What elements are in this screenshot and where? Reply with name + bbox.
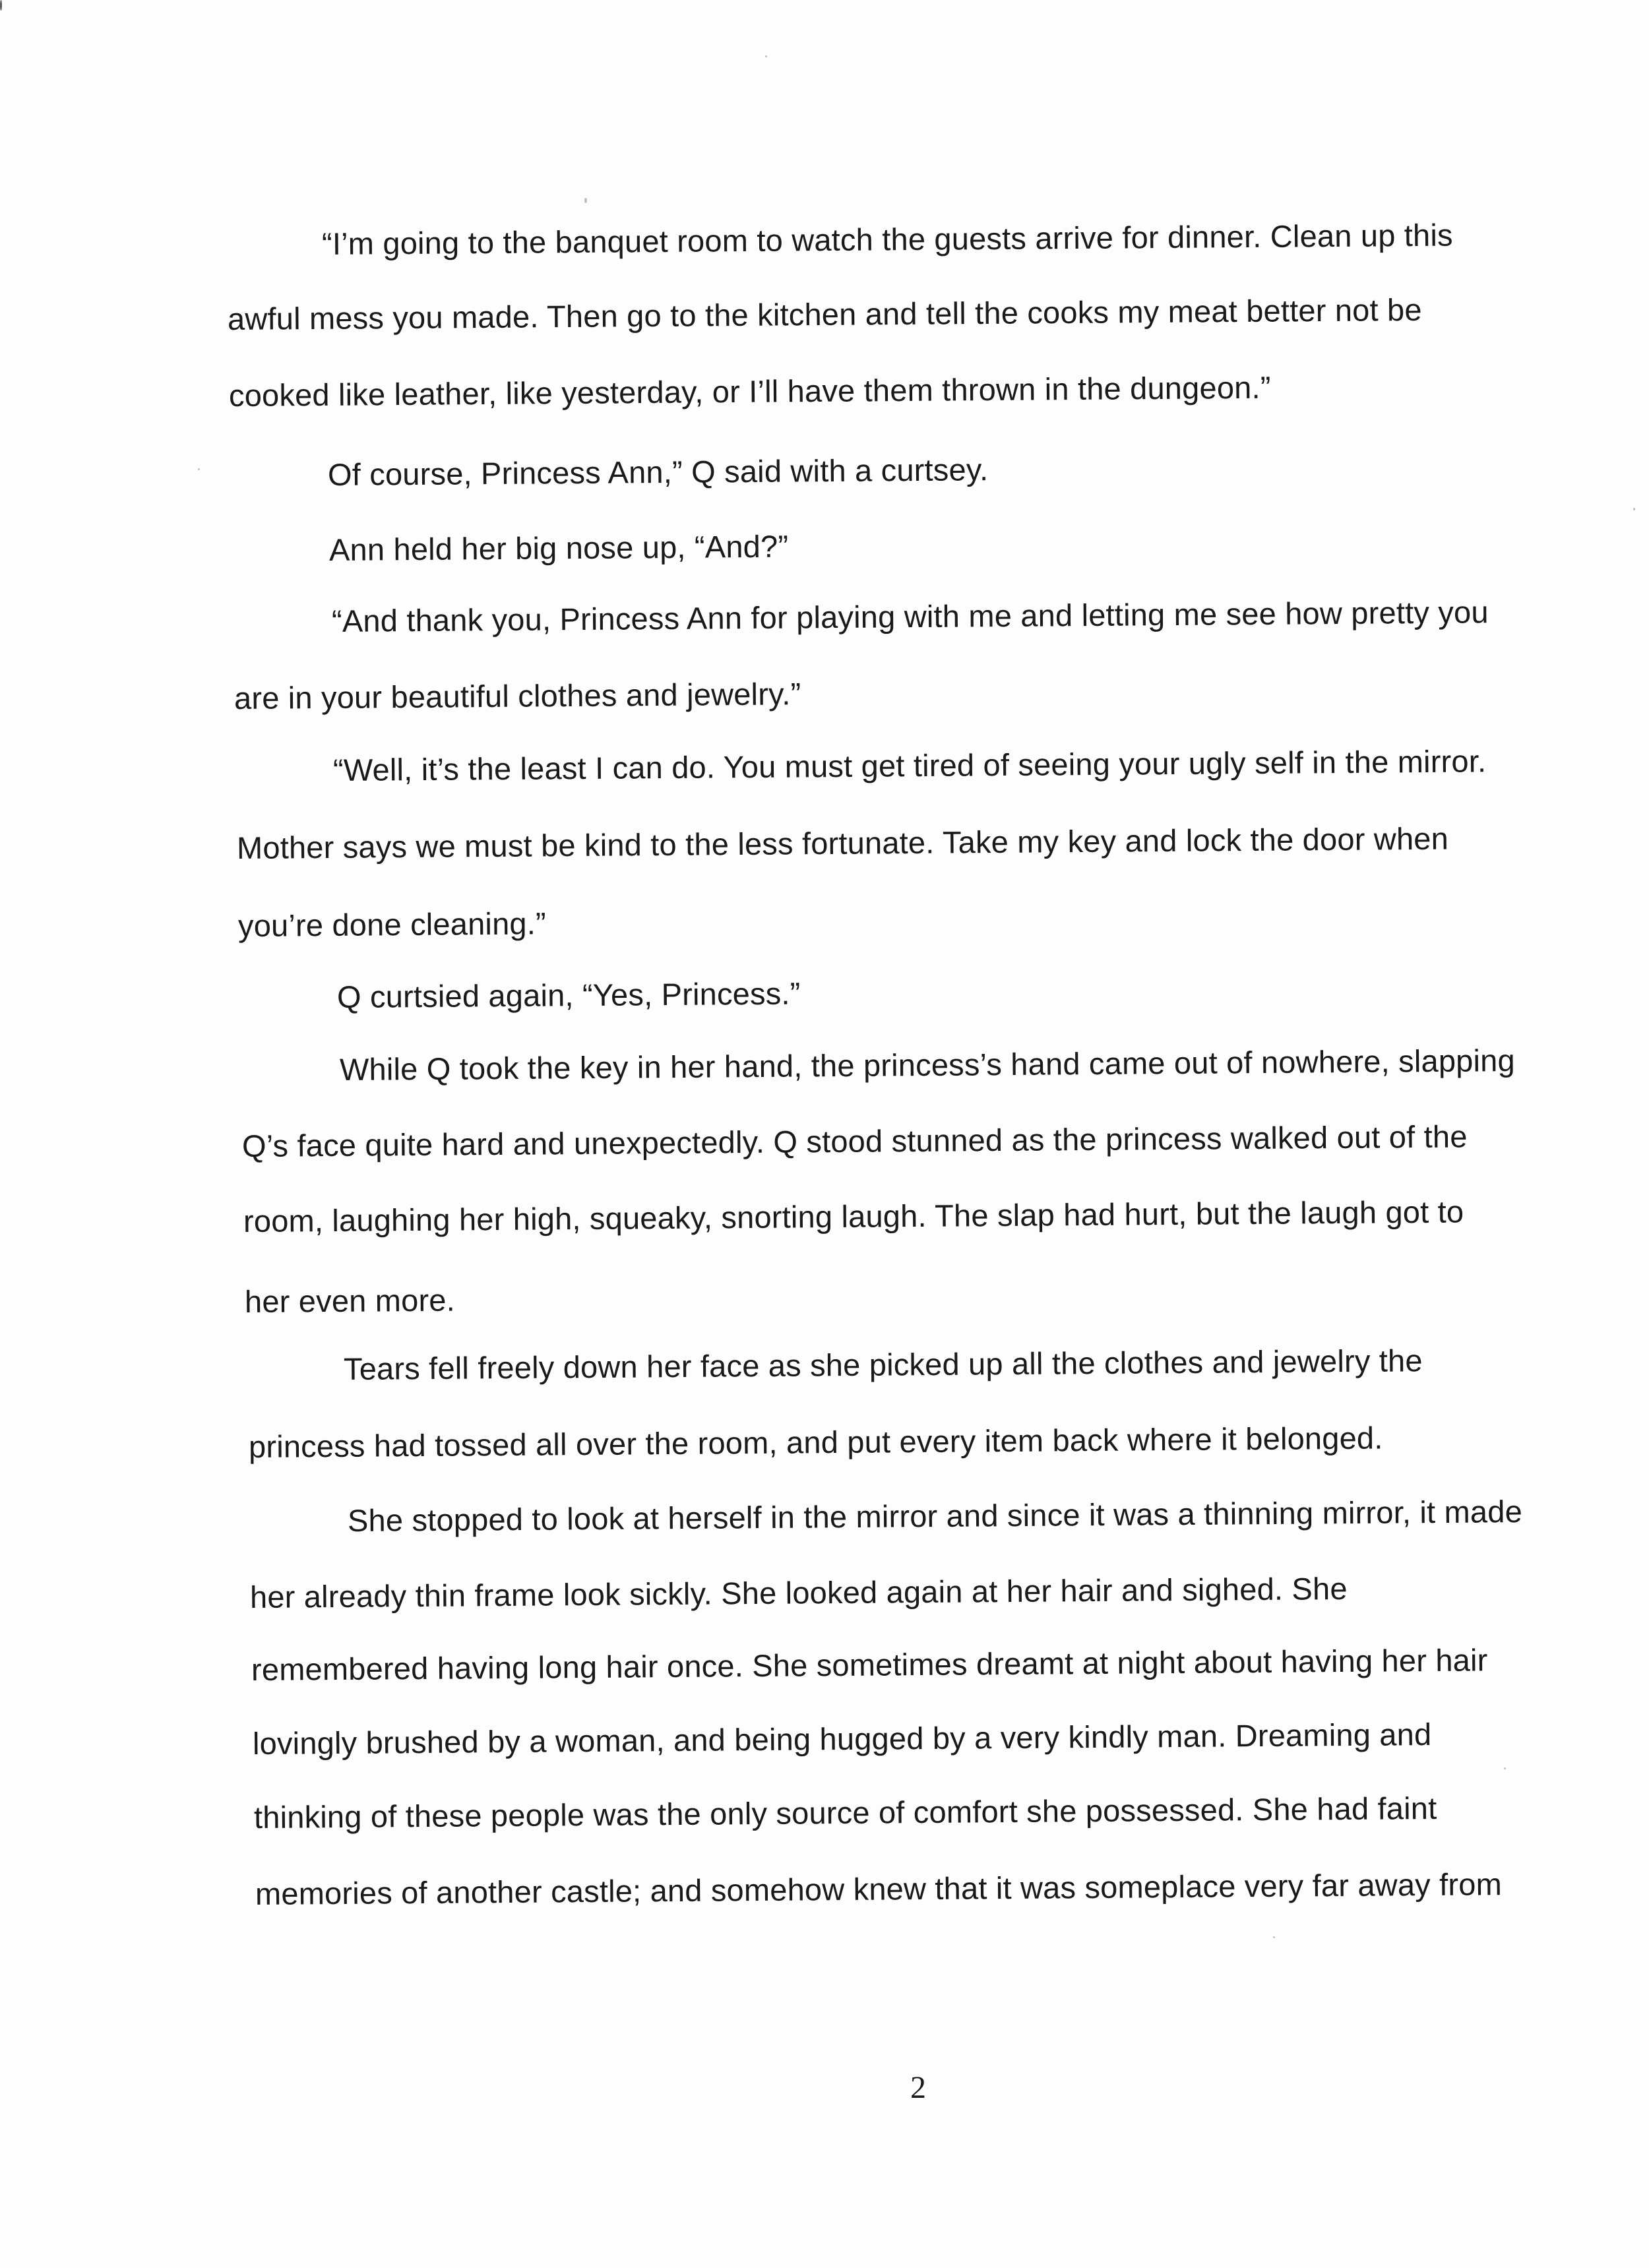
scan-speck [1504, 1767, 1506, 1769]
scan-speck [198, 468, 200, 470]
text-line: memories of another castle; and somehow knew that it was someplace very far away from [255, 1866, 1503, 1911]
text-line: While Q took the key in her hand, the princess’s hand came out of nowhere, slapping [339, 1043, 1516, 1087]
scan-speck [0, 0, 2, 11]
scan-speck [584, 198, 587, 203]
text-line: remembered having long hair once. She sometimes dreamt at night about having her hair [251, 1642, 1488, 1687]
scan-speck [1273, 1936, 1275, 1938]
text-line: you’re done cleaning.” [237, 905, 547, 943]
text-line: Q’s face quite hard and unexpectedly. Q stood stunned as the princess walked out of the [241, 1119, 1468, 1163]
text-line: are in your beautiful clothes and jewelry.” [233, 676, 801, 716]
text-line: Ann held her big nose up, “And?” [328, 528, 789, 567]
scan-speck [1633, 508, 1635, 510]
text-line: room, laughing her high, squeaky, snorting laugh. The slap had hurt, but the laugh got to [243, 1194, 1464, 1239]
page-number: 2 [910, 2070, 926, 2105]
text-line: “I’m going to the banquet room to watch the guests arrive for dinner. Clean up this [321, 217, 1453, 261]
text-line: her even more. [244, 1282, 456, 1319]
text-line: her already thin frame look sickly. She looked again at her hair and sighed. She [249, 1570, 1348, 1614]
text-line: Of course, Princess Ann,” Q said with a curtsey. [327, 452, 989, 492]
text-line: thinking of these people was the only source of comfort she possessed. She had faint [253, 1790, 1437, 1835]
text-line: Tears fell freely down her face as she picked up all the clothes and jewelry the [343, 1343, 1423, 1386]
scan-speck [765, 55, 767, 57]
text-line: Q curtsied again, “Yes, Princess.” [336, 975, 801, 1014]
text-line: lovingly brushed by a woman, and being hugged by a very kindly man. Dreaming and [252, 1716, 1432, 1761]
text-line: Mother says we must be kind to the less fortunate. Take my key and lock the door when [236, 820, 1449, 865]
text-line: princess had tossed all over the room, and put every item back where it belonged. [248, 1420, 1383, 1464]
text-line: awful mess you made. Then go to the kitchen and tell the cooks my meat better not be [227, 291, 1422, 336]
text-line: “Well, it’s the least I can do. You must get tired of seeing your ugly self in the mirror. [332, 743, 1487, 787]
text-line: “And thank you, Princess Ann for playing with me and letting me see how pretty you [331, 594, 1489, 638]
text-line: cooked like leather, like yesterday, or I’ll have them thrown in the dungeon.” [228, 369, 1271, 413]
text-line: She stopped to look at herself in the mirror and since it was a thinning mirror, it made [347, 1494, 1523, 1538]
